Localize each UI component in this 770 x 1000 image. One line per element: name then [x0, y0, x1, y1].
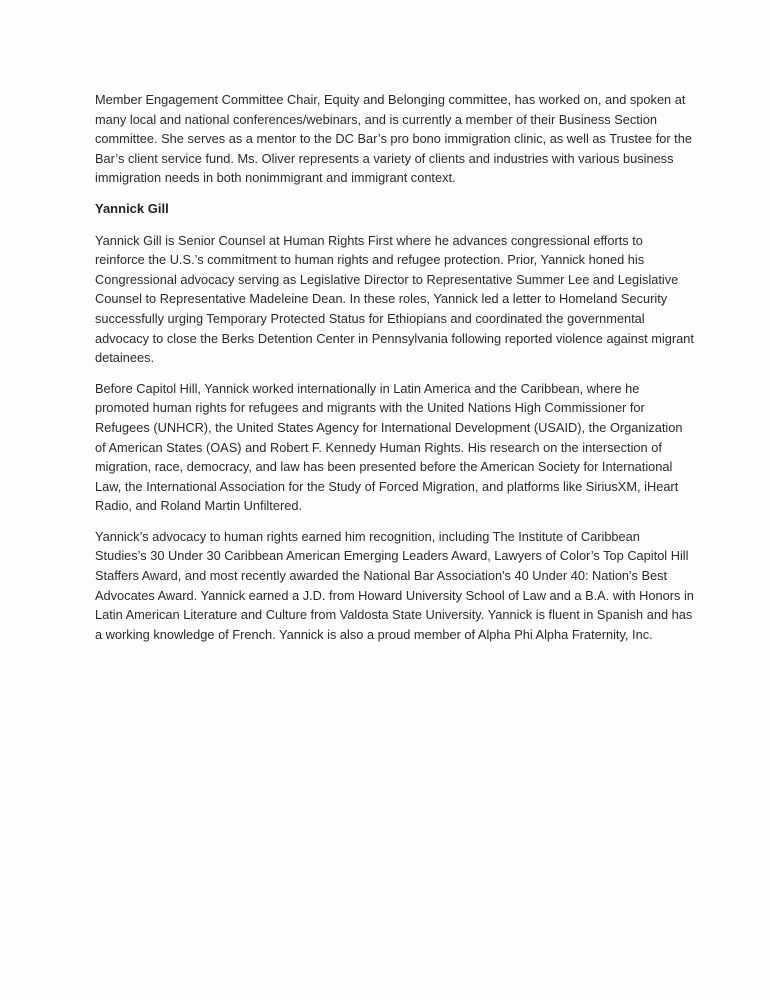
bio-paragraph-1: Yannick Gill is Senior Counsel at Human Rights First where he advances congressional efforts to reinforce the U.S.’s commitment to human rights and refugee protection. Prior, Yannick honed his Congressional advocacy serving as Legislative Director to Representative Summer Lee and Legislative Counsel to Representative Madeleine Dean. In these roles, Yannick led a letter to Homeland Security successfully urging Temporary Protected Status for Ethiopians and coordinated the governmental advocacy to close the Berks Detention Center in Pennsylvania following reported violence against migrant detainees. — [95, 232, 694, 366]
bio-paragraph-3: Yannick’s advocacy to human rights earned him recognition, including The Institute of Caribbean Studies’s 30 Under 30 Caribbean American Emerging Leaders Award, Lawyers of Color’s Top Capitol Hill Staffers Award, and most recently awarded the National Bar Association's 40 Under 40: Nation's Best Advocates Award. Yannick earned a J.D. from Howard University School of Law and a B.A. with Honors in Latin American Literature and Culture from Valdosta State University. Yannick is fluent in Spanish and has a working knowledge of French. Yannick is also a proud member of Alpha Phi Alpha Fraternity, Inc. — [95, 528, 694, 642]
bio-paragraph-2: Before Capitol Hill, Yannick worked internationally in Latin America and the Caribbean, where he promoted human rights for refugees and migrants with the United Nations High Commissioner for Refugees (UNHCR), the United States Agency for International Development (USAID), the Organization of American States (OAS) and Robert F. Kennedy Human Rights. His research on the intersection of migration, race, democracy, and law has been presented before the American Society for International Law, the International Association for the Study of Forced Migration, and platforms like SiriusXM, iHeart Radio, and Roland Martin Unfiltered. — [95, 380, 683, 514]
document-body — [95, 90, 695, 655]
bio-name-heading: Yannick Gill — [95, 200, 169, 216]
paragraph-oliver-continued: Member Engagement Committee Chair, Equity and Belonging committee, has worked on, and spoken at many local and national conferences/webinars, and is currently a member of their Business Section committee. She serves as a mentor to the DC Bar’s pro bono immigration clinic, as well as Trustee for the Bar’s client service fund. Ms. Oliver represents a variety of clients and industries with various business immigration needs in both nonimmigrant and immigrant context. — [95, 92, 692, 186]
